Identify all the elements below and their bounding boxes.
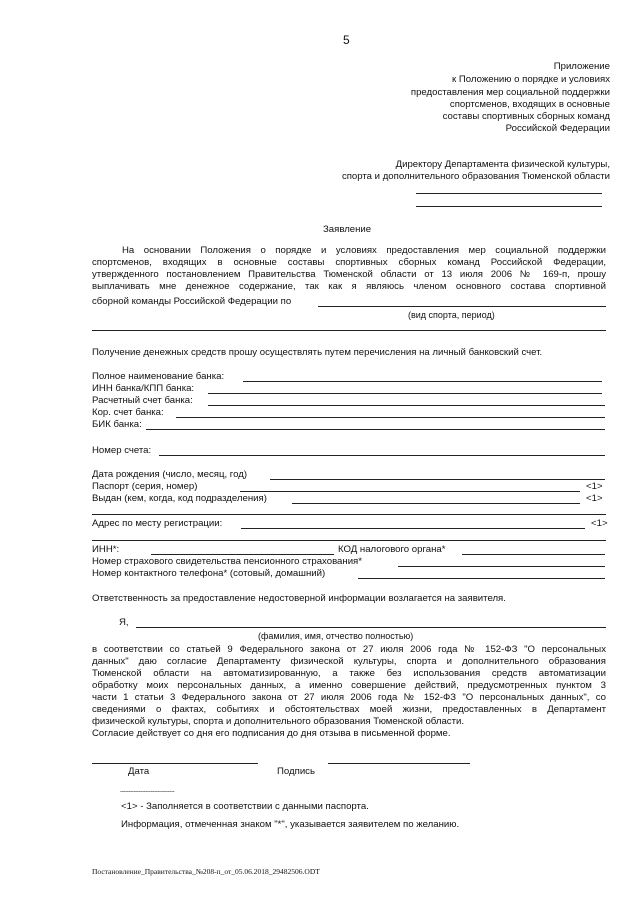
bank-inn-kpp-label: ИНН банка/КПП банка: [92,383,195,394]
settlement-account-field[interactable] [208,405,605,406]
full-name-field[interactable] [136,627,606,628]
intro-line: сборной команды Российской Федерации по [92,296,292,307]
full-name-hint: (фамилия, имя, отчество полностью) [258,631,414,641]
date-field[interactable] [92,763,258,764]
consent-line: в соответствии со статьей 9 Федерального закона от 27 июля 2006 года № 152-ФЗ "О персональных [92,644,606,655]
sport-field-continued[interactable] [92,330,606,331]
addressee-blank[interactable] [416,193,602,194]
intro-line: спортсменов, входящих в основные составы спортивных сборных команд Российской Федерации, [92,257,606,268]
consent-validity: Согласие действует со дня его подписания до дня отзыва в письменной форме. [92,728,451,739]
footnote-mark: <1> [586,481,603,492]
phone-field[interactable] [358,578,605,579]
footnote-mark: <1> [586,493,603,504]
account-number-label: Номер счета: [92,445,152,456]
bank-name-label: Полное наименование банка: [92,371,225,382]
passport-label: Паспорт (серия, номер) [92,481,198,492]
appendix-line: Российской Федерации [505,123,610,134]
inn-label: ИНН*: [92,544,120,555]
document-title: Заявление [323,224,372,235]
addressee-line: спорта и дополнительного образования Тюменской области [341,171,610,182]
sport-hint: (вид спорта, период) [408,310,495,320]
corr-account-label: Кор. счет банка: [92,407,164,418]
address-field[interactable] [241,528,585,529]
bik-field[interactable] [146,429,605,430]
optional-info-note: Информация, отмеченная знаком "*", указывается заявителем по желанию. [121,819,460,830]
document-footer: Постановление_Правительства_№208-п_от_05.06.2018_29482506.ODT [92,867,320,876]
footnote-note: <1> - Заполняется в соответствии с данными паспорта. [121,801,369,812]
appendix-line: Приложение [553,61,610,72]
consent-line: сведениями о фактах, событиях и обстоятельствах моей жизни, предоставленных в Департамент [92,704,606,715]
addressee-blank[interactable] [416,206,602,207]
consent-line: физической культуры, спорта и дополнительного образования Тюменской области. [92,716,465,727]
birth-date-label: Дата рождения (число, месяц, год) [92,469,248,480]
intro-line: выплачивать мне денежное содержание, так как я являюсь членом основного состава спортивной [92,281,606,292]
addressee-line: Директору Департамента физической культуры, [395,159,610,170]
footnote-mark: <1> [591,518,608,529]
consent-line: обработку моих персональных данных, а именно совершение действий, предусмотренных пунктом 3 [92,680,606,691]
date-label: Дата [128,766,150,777]
consent-i-label: Я, [119,617,129,628]
issued-by-label: Выдан (кем, когда, код подразделения) [92,493,267,504]
page-number: 5 [343,33,350,47]
signature-label: Подпись [277,766,315,777]
account-number-field[interactable] [159,455,605,456]
address-label: Адрес по месту регистрации: [92,518,223,529]
address-field-continued[interactable] [92,540,606,541]
inn-field[interactable] [151,554,334,555]
consent-line: части 1 статьи 3 Федерального закона от 27 июля 2006 года № 152-ФЗ "О персональных данных", со [92,692,606,703]
appendix-line: спортсменов, входящих в основные [449,99,610,110]
consent-line: Тюменской области на автоматизированную, а также без использования средств автоматизации [92,668,606,679]
transfer-request: Получение денежных средств прошу осуществлять путем перечисления на личный банковский счет. [92,347,543,358]
notes-separator: -------------------------------- [120,789,175,795]
tax-office-label: КОД налогового органа* [338,544,446,555]
bik-label: БИК банка: [92,419,142,430]
appendix-line: предоставления мер социальной поддержки [410,87,610,98]
signature-field[interactable] [328,763,470,764]
settlement-account-label: Расчетный счет банка: [92,395,193,406]
appendix-line: к Положению о порядке и условиях [452,74,610,85]
intro-line: На основании Положения о порядке и условиях предоставления мер социальной поддержки [122,245,606,256]
issued-by-field[interactable] [292,503,580,504]
consent-line: данных" даю согласие Департаменту физической культуры, спорта и дополнительного образования [92,656,606,667]
issued-by-field-continued[interactable] [92,514,606,515]
corr-account-field[interactable] [176,417,605,418]
tax-office-field[interactable] [462,554,605,555]
intro-line: утвержденного постановлением Правительства Тюменской области от 13 июля 2006 № 169-п, прошу [92,269,606,280]
pension-label: Номер страхового свидетельства пенсионного страхования* [92,556,362,567]
appendix-line: составы спортивных сборных команд [442,111,610,122]
responsibility-note: Ответственность за предоставление недостоверной информации возлагается на заявителя. [92,593,506,604]
sport-field[interactable] [318,306,606,307]
bank-name-field[interactable] [243,381,602,382]
pension-field[interactable] [398,566,605,567]
birth-date-field[interactable] [270,479,605,480]
phone-label: Номер контактного телефона* (сотовый, домашний) [92,568,326,579]
passport-field[interactable] [240,491,580,492]
bank-inn-kpp-field[interactable] [208,393,602,394]
